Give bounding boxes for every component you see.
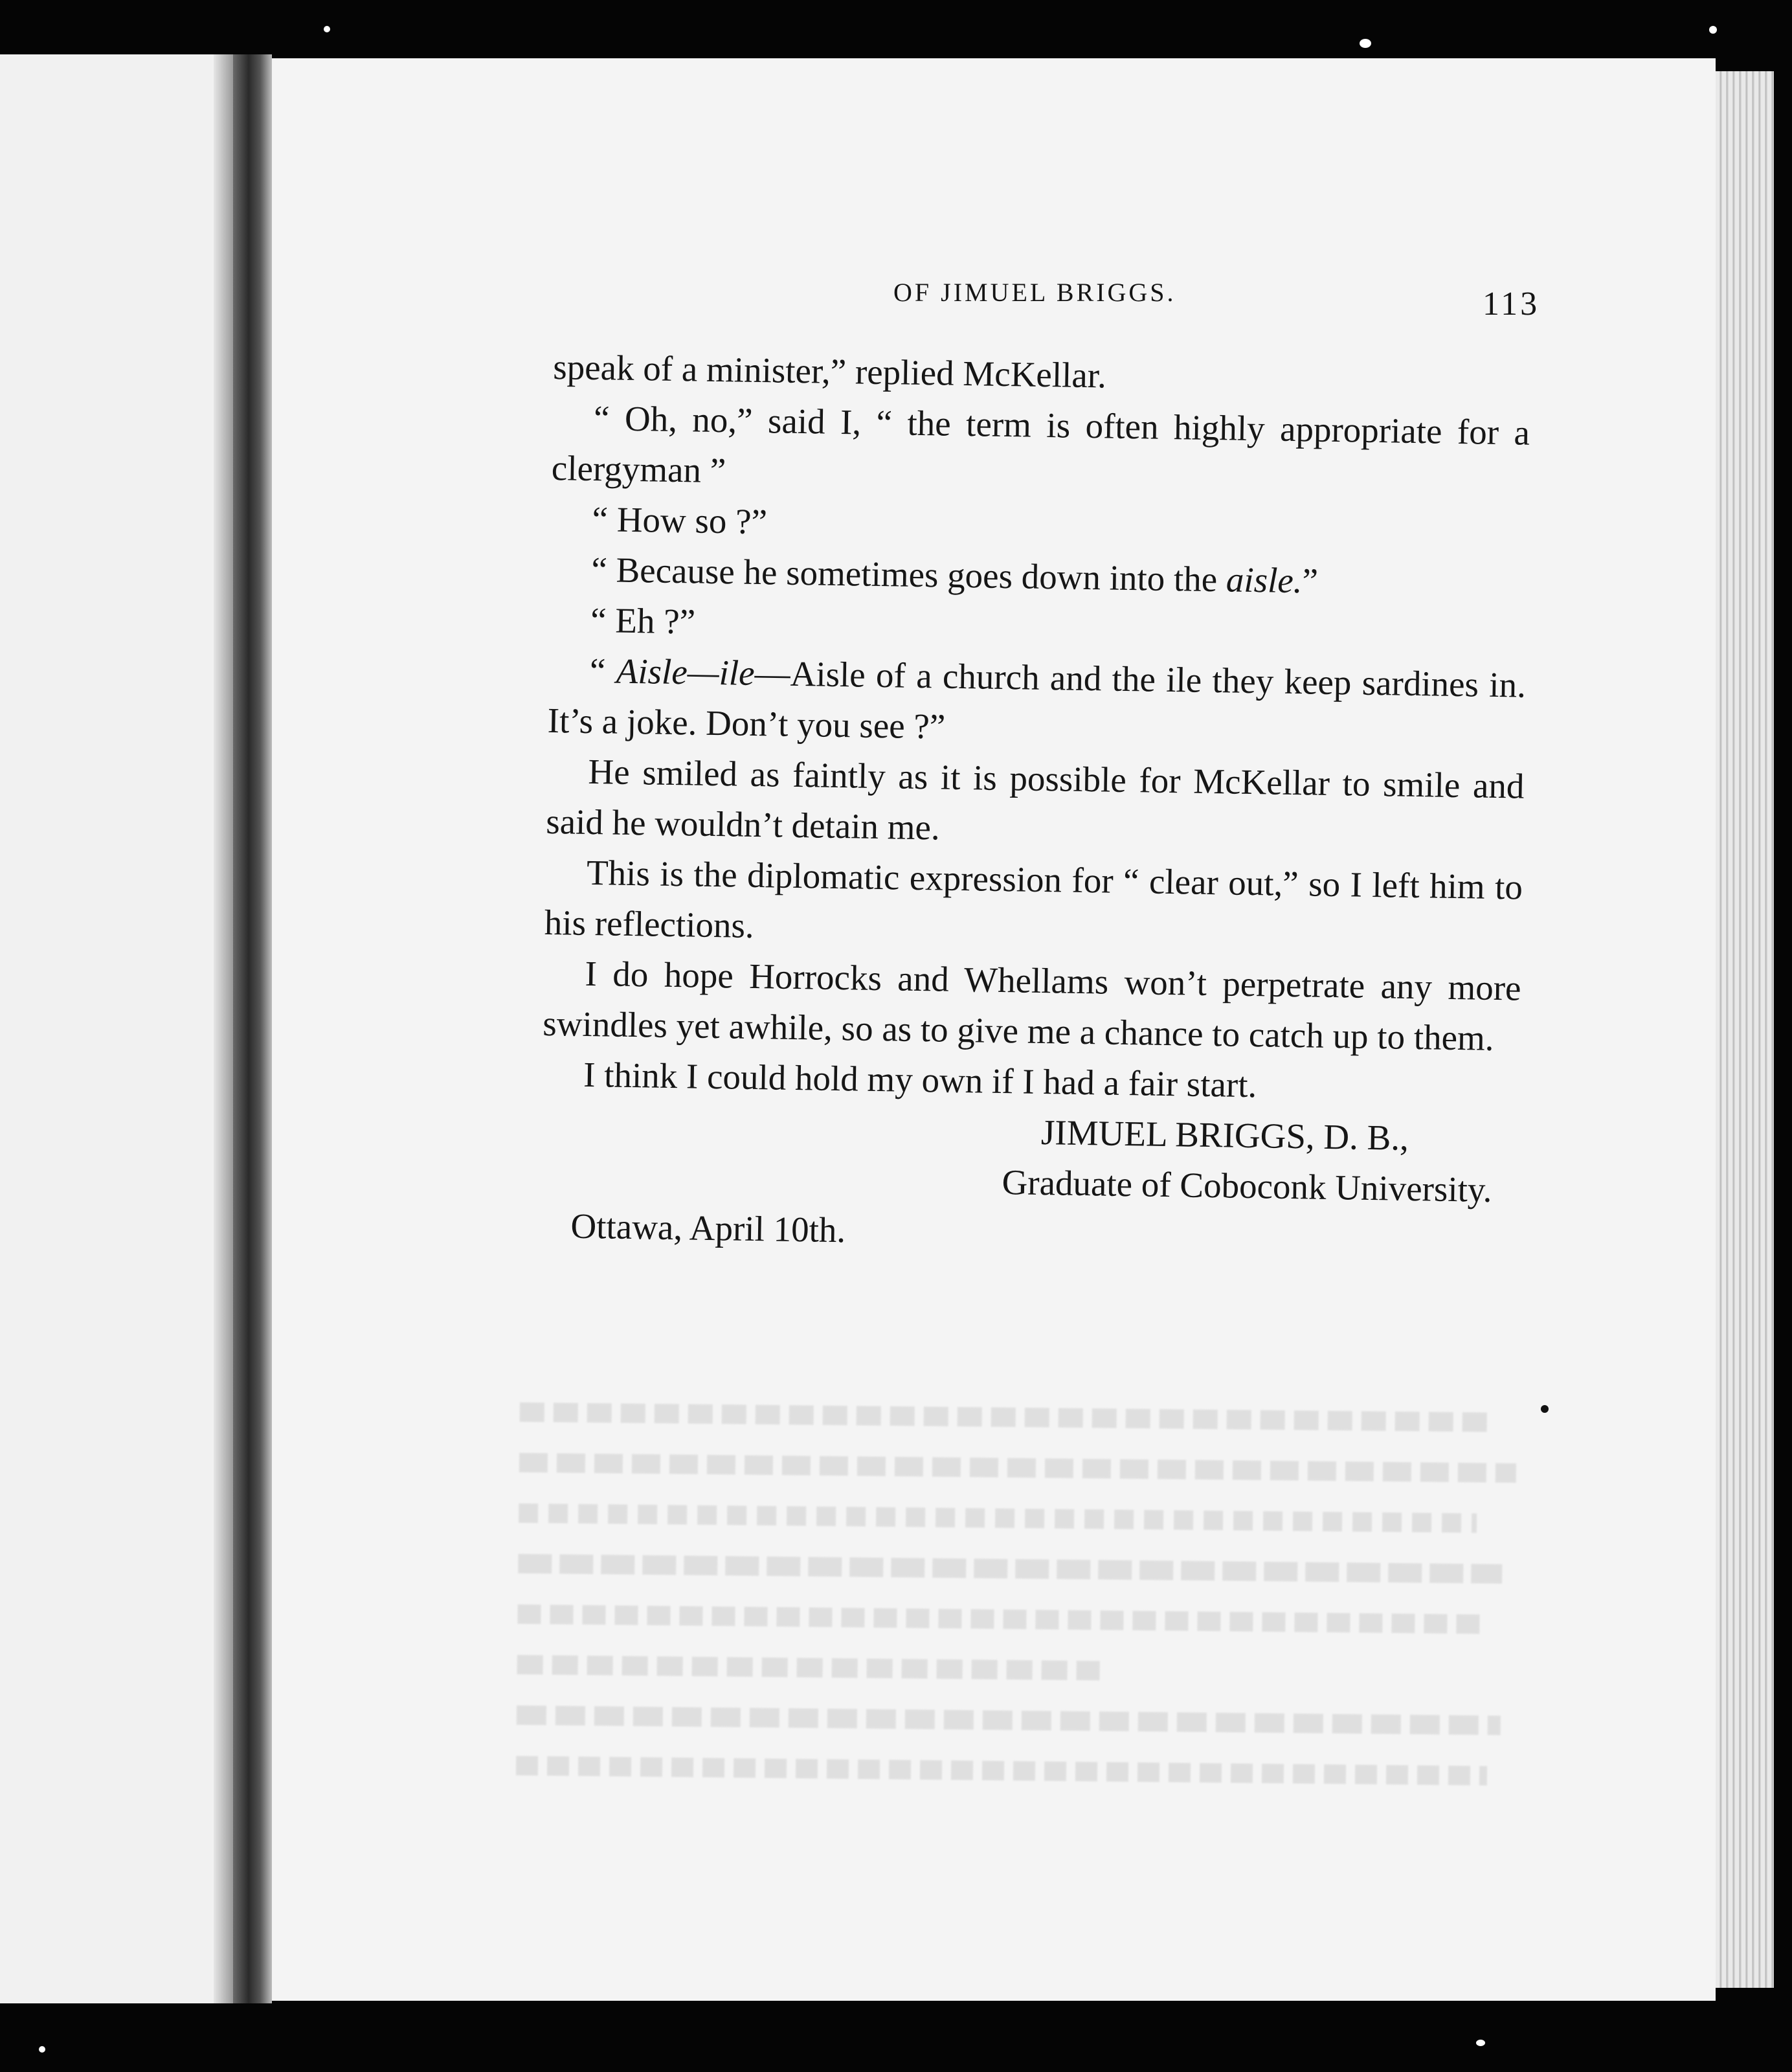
dust-speck	[1476, 2040, 1485, 2046]
closing-quote: ”	[1302, 561, 1319, 601]
book-gutter	[233, 54, 272, 2003]
paragraph-text: I think I could hold my own if I had a fair start.	[583, 1054, 1257, 1105]
left-page-edge	[0, 54, 233, 2003]
signature-name: JIMUEL BRIGGS, D. B.,	[1040, 1112, 1409, 1158]
signature-title: Graduate of Coboconk University.	[1002, 1162, 1493, 1210]
dust-speck	[324, 26, 330, 32]
dust-speck	[39, 2046, 45, 2053]
paragraph	[546, 746, 1525, 862]
italic-phrase: Aisle—ile	[616, 651, 756, 693]
page-number: 113	[1483, 286, 1540, 322]
paragraph-text: “ Oh, no,” said I, “ the term is often highly appropriate for a clergyman ”	[551, 398, 1530, 491]
running-header: OF JIMUEL BRIGGS.	[893, 278, 1176, 307]
dust-speck	[1541, 1405, 1549, 1413]
italic-word: aisle.	[1226, 559, 1303, 601]
paragraph-text: “ Because he sometimes goes down into the	[591, 549, 1227, 600]
page-fore-edge	[1716, 71, 1774, 1988]
paragraph-text: speak of a minister,” replied McKellar.	[552, 346, 1107, 396]
paragraph-text: I do hope Horrocks and Whellams won’t perpetrate any more swindles yet awhile, so as to give me a chance to catch up to them.	[542, 953, 1521, 1058]
page-body	[539, 342, 1531, 1267]
paragraph-text: This is the diplomatic expression for “ clear out,” so I left him to his reflections.	[544, 852, 1523, 945]
paragraph	[543, 948, 1521, 1064]
dateline: Ottawa, April 10th.	[570, 1206, 846, 1250]
opening-quote: “	[589, 650, 617, 691]
paragraph-text: “ Eh ?”	[590, 600, 696, 642]
paragraph	[547, 645, 1526, 761]
paragraph-text: “ How so ?”	[592, 499, 768, 542]
paragraph	[544, 847, 1523, 963]
dust-speck	[1709, 26, 1717, 34]
dust-speck	[1360, 39, 1371, 48]
paragraph-text: He smiled as faintly as it is possible for McKellar to smile and said he wouldn’t detain me.	[545, 751, 1525, 848]
paragraph	[551, 392, 1530, 509]
paragraph-text: —Aisle of a church and the ile they keep sardines in. It’s a joke. Don’t you see ?”	[547, 653, 1527, 747]
